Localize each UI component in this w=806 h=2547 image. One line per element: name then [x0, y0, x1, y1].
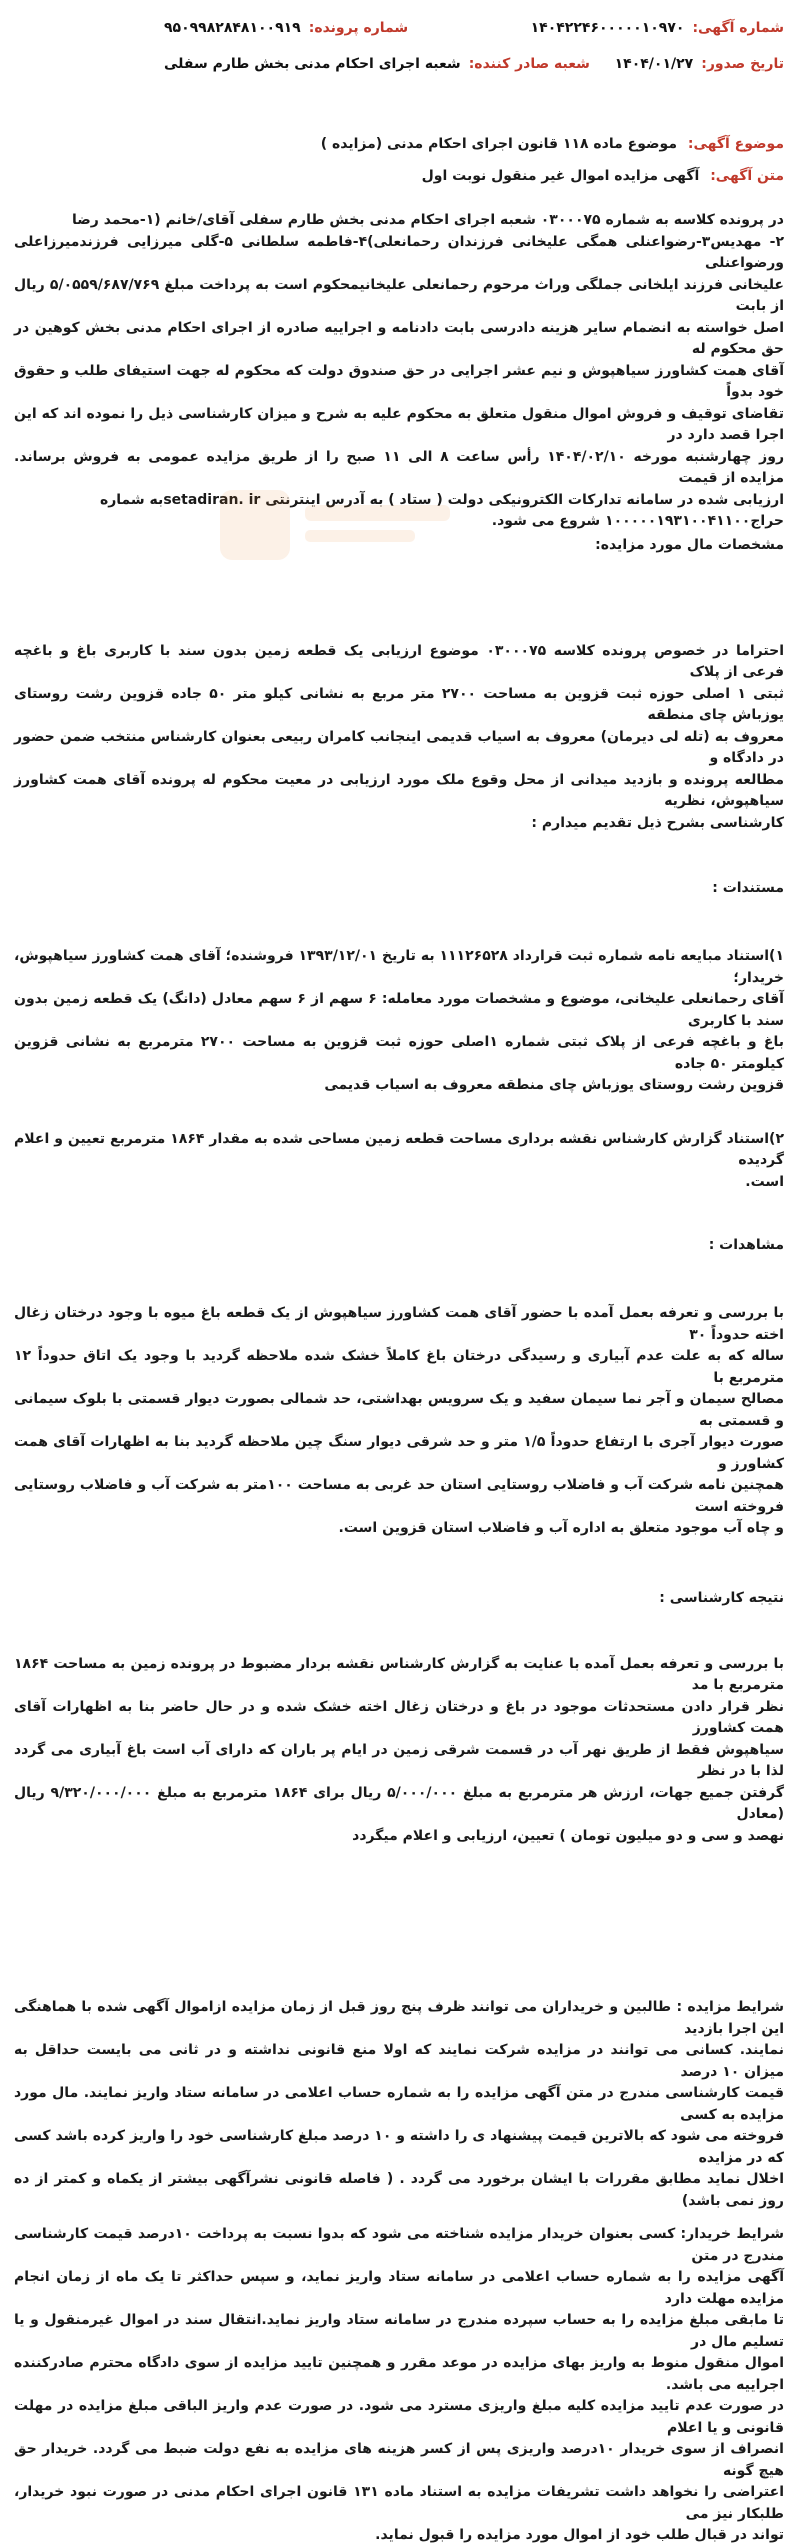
result-paragraph	[14, 1654, 784, 1848]
spec-line: مطالعه پرونده و بازدید میدانی از محل وقوع ملک مورد ارزیابی در معیت محکوم له پرونده آقای همت کشاورز سیاهپوش، نظریه	[14, 771, 784, 809]
intro-line: در پرونده کلاسه به شماره ۰۳۰۰۰۷۵ شعبه اجرای احکام مدنی بخش طارم سفلی آقای/خانم (۱-محمد رضا	[71, 212, 784, 228]
conditions-line: قیمت کارشناسی مندرج در متن آگهی مزایده را به شماره حساب اعلامی در سامانه ستاد واریز نمایند. مال مورد مزایده به کسی	[14, 2085, 784, 2123]
spacer	[14, 1606, 784, 1654]
auction-conditions	[14, 1997, 784, 2212]
buyer-line: آگهی مزایده را به شماره حساب اعلامی در سامانه ستاد واریز نماید، و سپس حداکثر تا یک ماه از زمان انجام مزایده مهلت دارد	[14, 2269, 784, 2307]
issue-date-label: تاریخ صدور:	[701, 56, 784, 72]
result-line: گرفتن جمیع جهات، ارزش هر مترمربع به مبلغ ۵/۰۰۰/۰۰۰ ریال برای ۱۸۶۴ مترمربع به مبلغ ۹/۳۲۰/۰۰۰/۰۰۰ ریال (معادل	[14, 1784, 784, 1822]
result-line: نظر قرار دادن مستحدثات موجود در باغ و درختان زغال اخته خشک شده و در حال حاضر بنا به اظهارات آقای همت کشاورز	[14, 1698, 784, 1736]
text-heading-label: متن آگهی:	[710, 168, 784, 184]
doc2-line: است.	[745, 1173, 784, 1190]
conditions-line: نمایند. کسانی می توانند در مزایده شرکت نمایند که اولا منع قانونی نداشته و در ثانی می بایست حداقل به میزان ۱۰ درصد	[14, 2042, 784, 2080]
intro-line: تقاضای توقیف و فروش اموال منقول متعلق به محکوم علیه به شرح و میزان کارشناسی ذیل را نموده اند که این اجرا قصد دارد در	[14, 405, 784, 443]
intro-line: روز چهارشنبه مورخه ۱۴۰۴/۰۲/۱۰ رأس ساعت ۸ الی ۱۱ صبح را از طریق مزایده عمومی به فروش برساند. مزایده از قیمت	[14, 448, 785, 486]
spec-line: کارشناسی بشرح ذیل تقدیم میدارم :	[531, 814, 784, 831]
obs-line: با بررسی و تعرفه بعمل آمده با حضور آقای همت کشاورز سیاهپوش از یک قطعه باغ میوه با وجود درختان زغال اخته حدوداً ۳۰	[14, 1305, 784, 1343]
spacer	[14, 1097, 784, 1129]
setad-site: setadiran. ir	[163, 491, 261, 508]
issue-date-value: ۱۴۰۴/۰۱/۲۷	[614, 56, 694, 72]
buyer-line: در صورت عدم تایید مزایده کلیه مبلغ واریزی مسترد می شود. در صورت عدم واریز الباقی مبلغ مزایده در مهلت قانونی و یا اعلام	[14, 2398, 784, 2436]
intro-line: علیخانی فرزند ایلخانی جملگی وراث مرحوم رحمانعلی علیخانیمحکوم است به پرداخت مبلغ ۵/۰۵۵۹/۶۸۷/۷۶۹ ریال از بابت	[14, 276, 784, 314]
issuer	[164, 56, 590, 72]
intro-line-text: ارزیابی شده در سامانه تدارکات الکترونیکی دولت ( ستاد ) به آدرس اینترنتی	[265, 491, 784, 508]
intro-line: حراج۱۰۰۰۰۰۱۹۳۱۰۰۴۱۱۰۰ شروع می شود.	[491, 513, 784, 529]
case-number-value: ۹۵۰۹۹۸۲۸۴۸۱۰۰۹۱۹	[164, 20, 301, 36]
conditions-line: فروخته می شود که بالاترین قیمت پیشنهاد ی را داشته و ۱۰ درصد مبلغ کارشناسی خود را واریز کرده باشد کسی که در مزایده	[14, 2128, 784, 2166]
ad-number-label: شماره آگهی:	[692, 20, 784, 36]
result-heading: نتیجه کارشناسی :	[659, 1589, 784, 1606]
spacer	[14, 1540, 784, 1590]
documents-heading: مستندات :	[712, 880, 784, 896]
spacer	[14, 553, 784, 641]
doc1-line: قزوین رشت روستای یوزباش چای منطقه معروف به اسیاب قدیمی	[324, 1077, 784, 1093]
ad-number	[531, 20, 784, 36]
spacer	[14, 1847, 784, 1997]
conditions-line: اخلال نماید مطابق مقررات با ایشان برخورد می گردد . ( فاصله قانونی نشرآگهی بیشتر از یکماه و کمتر از ده روز نمی باشد)	[14, 2171, 784, 2209]
setad-suffix: به شماره	[99, 491, 164, 508]
intro-line: اصل خواسته به انضمام سایر هزینه دادرسی بابت دادنامه و اجراییه صادره از اجرای احکام مدنی بخش کوهین در حق محکوم له	[14, 319, 784, 357]
spec-line: ثبتی ۱ اصلی حوزه ثبت قزوین به مساحت ۲۷۰۰ متر مربع به نشانی کیلو متر ۵۰ جاده قزوین رشت روستای یوزباش چای منطقه	[14, 685, 784, 723]
intro-line: ۲- مهدیس۳-رضواعنلی همگی علیخانی فرزندان رحمانعلی)۴-فاطمه سلطانی ۵-گلی میرزایی فرزندمیرزاعلی ورضواعنلی	[14, 233, 785, 271]
spec-line: معروف به (تله لی دیرمان) معروف به اسیاب قدیمی اینجانب کامران ربیعی بعنوان کارشناس منتخب ضمن حضور در دادگاه و	[14, 728, 784, 766]
issuer-label: شعبه صادر کننده:	[468, 56, 590, 72]
buyer-line: انصراف از سوی خریدار ۱۰درصد واریزی پس از کسر هزینه های مزایده به نفع دولت ضبط می گردد. خریدار حق هیچ گونه	[14, 2441, 784, 2479]
ad-number-value: ۱۴۰۴۲۲۴۶۰۰۰۰۰۱۰۹۷۰	[530, 20, 685, 36]
intro-line	[14, 490, 784, 512]
meta-row-bottom	[14, 56, 784, 92]
conditions-line: شرایط مزایده : طالبین و خریداران می توانند ظرف پنج روز قبل از زمان مزایده ازاموال آگهی شده با هماهنگی این اجرا بازدید	[14, 1999, 784, 2037]
spacer	[14, 2212, 784, 2224]
text-heading	[14, 168, 784, 184]
spec-line: احتراما در خصوص پرونده کلاسه ۰۳۰۰۰۷۵ موضوع ارزیابی یک قطعه زمین بدون سند با کاربری باغ و باغچه فرعی از پلاک	[14, 642, 784, 680]
subject	[14, 136, 784, 152]
case-number	[164, 20, 408, 36]
document-2	[14, 1129, 784, 1194]
obs-line: مصالح سیمان و آجر نما سیمان سفید و یک سرویس بهداشتی، حد شمالی بصورت دیوار قسمتی با بلوک سیمانی و قسمتی به	[14, 1391, 784, 1429]
doc1-line: ۱)استناد مبایعه نامه شماره ثبت قرارداد ۱۱۱۲۶۵۲۸ به تاریخ ۱۳۹۳/۱۲/۰۱ فروشنده؛ آقای همت کشاورز سیاهپوش، خریدار؛	[14, 948, 784, 986]
obs-line: صورت دیوار آجری با ارتفاع حدوداً ۱/۵ متر و حد شرقی دیوار سنگ چین ملاحظه گردید بنا به اظهارات آقای همت کشاورز و	[14, 1434, 785, 1472]
spec-heading: مشخصات مال مورد مزایده:	[595, 536, 784, 553]
observations-paragraph	[14, 1303, 784, 1540]
buyer-line: اموال منقول منوط به واریز بهای مزایده در موعد مقرر و همچنین تایید مزایده از سوی دادگاه محترم صادرکننده اجراییه می باشد.	[14, 2355, 784, 2393]
obs-line: همچنین نامه شرکت آب و فاضلاب روستایی استان حد غربی به مساحت ۱۰۰متر به شرکت آب و فاضلاب روستایی فروخته است	[14, 1477, 784, 1515]
spacer	[14, 896, 784, 946]
text-heading-value: آگهی مزایده اموال غیر منقول نوبت اول	[421, 168, 700, 184]
document-1	[14, 946, 784, 1097]
intro-paragraph	[14, 210, 784, 533]
doc1-line: آقای رحمانعلی علیخانی، موضوع و مشخصات مورد معامله: ۶ سهم از ۶ سهم معادل (دانگ) یک قطعه زمین بدون سند با کاربری	[14, 991, 784, 1029]
spacer	[14, 1253, 784, 1303]
meta-row-top	[14, 20, 784, 56]
buyer-line: اعتراضی را نخواهد داشت تشریفات مزایده به استناد ماده ۱۳۱ قانون اجرای احکام مدنی در صورت نبود خریدار، طلبکار نیز می	[14, 2484, 784, 2522]
issuer-value: شعبه اجرای احکام مدنی بخش طارم سفلی	[164, 56, 461, 72]
spacer	[14, 834, 784, 880]
case-number-label: شماره پرونده:	[308, 20, 409, 36]
doc1-line: باغ و باغچه فرعی از پلاک ثبتی شماره ۱اصلی حوزه ثبت قزوین به مساحت ۲۷۰۰ مترمربع به نشانی قزوین کیلومتر ۵۰ جاده	[14, 1034, 784, 1072]
buyer-line: تا مابقی مبلغ مزایده را به حساب سپرده مندرج در سامانه ستاد واریز نماید.انتقال سند در اموال غیرمنقول و یا تسلیم مال در	[14, 2312, 784, 2350]
buyer-conditions	[14, 2224, 784, 2547]
buyer-line: تواند در قبال طلب خود از اموال مورد مزایده را قبول نماید.	[375, 2527, 784, 2543]
buyer-line: شرایط خریدار: کسی بعنوان خریدار مزایده شناخته می شود که بدوا نسبت به پرداخت ۱۰درصد قیمت کارشناسی مندرج در متن	[14, 2226, 784, 2264]
result-line: سیاهپوش فقط از طریق نهر آب در قسمت شرقی زمین در ایام پر باران که دارای آب است باغ آبیاری می گردد لذا با در نظر	[14, 1741, 784, 1779]
spec-paragraph	[14, 641, 784, 835]
issue-date	[615, 56, 784, 72]
doc2-line: ۲)استناد گزارش کارشناس نقشه برداری مساحت قطعه زمین مساحی شده به مقدار ۱۸۶۴ مترمربع تعیین و اعلام گردیده	[14, 1130, 784, 1168]
spacer	[14, 1193, 784, 1237]
obs-line: ساله که به علت عدم آبیاری و رسیدگی درختان باغ کاملاً خشک شده ملاحظه گردید با وجود یک اتاق حدوداً ۱۲ مترمربع با	[14, 1348, 784, 1386]
result-line: نهصد و سی و دو میلیون تومان ) تعیین، ارزیابی و اعلام میگردد	[352, 1827, 784, 1844]
subject-value: موضوع ماده ۱۱۸ قانون اجرای احکام مدنی (مزایده )	[320, 136, 677, 152]
result-line: با بررسی و تعرفه بعمل آمده با عنایت به گزارش کارشناس نقشه بردار مضبوط در پرونده زمین به مساحت ۱۸۶۴ مترمربع با مد	[14, 1655, 784, 1693]
observations-heading: مشاهدات :	[708, 1237, 784, 1253]
subject-label: موضوع آگهی:	[687, 136, 784, 152]
obs-line: و چاه آب موجود متعلق به اداره آب و فاضلاب استان قزوین است.	[338, 1520, 784, 1536]
intro-line: آقای همت کشاورز سیاهپوش و نیم عشر اجرایی در حق صندوق دولت که محکوم له جهت استیفای طلب و حقوق خود بدواً	[14, 362, 784, 400]
